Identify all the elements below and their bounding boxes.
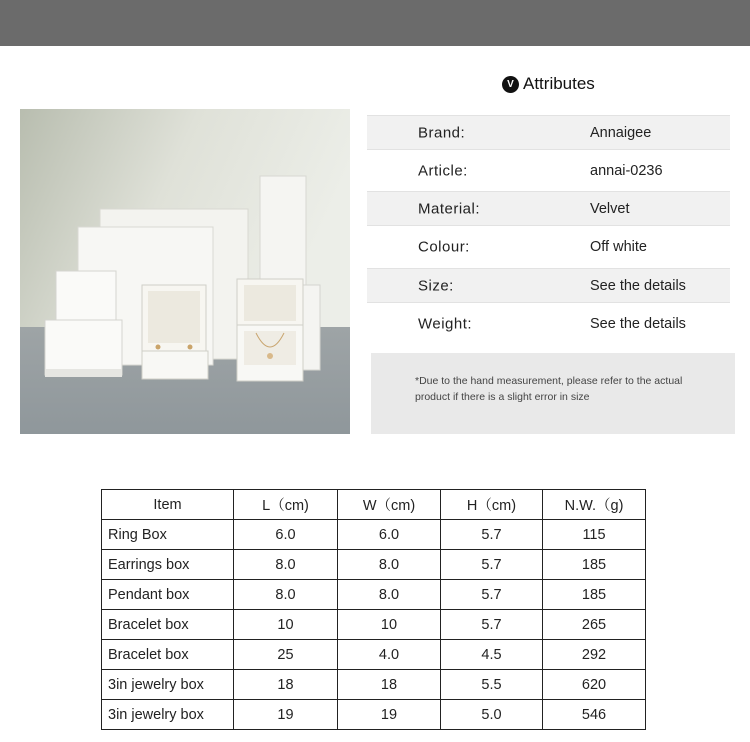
header-cell: Item	[102, 490, 234, 520]
value-cell: 4.0	[338, 640, 441, 670]
value-cell: 546	[543, 700, 646, 730]
attributes-table	[367, 115, 730, 345]
value-cell: 292	[543, 640, 646, 670]
attr-label: Colour:	[418, 238, 470, 256]
table-row	[102, 550, 646, 580]
value-cell: 265	[543, 610, 646, 640]
value-cell: 8.0	[338, 580, 441, 610]
attr-value: Off white	[590, 239, 647, 255]
attr-row-material	[367, 191, 730, 226]
value-cell: 5.0	[441, 700, 543, 730]
attr-row-article	[367, 150, 730, 191]
value-cell: 185	[543, 580, 646, 610]
value-cell: 5.5	[441, 670, 543, 700]
value-cell: 8.0	[234, 580, 338, 610]
table-row	[102, 580, 646, 610]
table-row	[102, 520, 646, 550]
value-cell: 5.7	[441, 520, 543, 550]
attr-value: See the details	[590, 316, 686, 332]
item-cell: 3in jewelry box	[102, 700, 234, 730]
value-cell: 8.0	[338, 550, 441, 580]
value-cell: 18	[338, 670, 441, 700]
value-cell: 10	[338, 610, 441, 640]
table-row	[102, 670, 646, 700]
attributes-title: Attributes	[523, 74, 595, 93]
attr-row-weight	[367, 303, 730, 345]
top-banner-bar	[0, 0, 750, 46]
attr-row-brand	[367, 115, 730, 150]
item-cell: Ring Box	[102, 520, 234, 550]
measurement-note	[371, 353, 735, 434]
value-cell: 6.0	[234, 520, 338, 550]
value-cell: 19	[338, 700, 441, 730]
value-cell: 115	[543, 520, 646, 550]
attr-label: Brand:	[418, 124, 466, 141]
attr-label: Size:	[418, 277, 454, 294]
attr-row-size	[367, 268, 730, 303]
value-cell: 8.0	[234, 550, 338, 580]
header-cell: L（cm)	[234, 490, 338, 520]
table-row	[102, 610, 646, 640]
size-table	[101, 489, 646, 730]
measurement-note-text: *Due to the hand measurement, please refer to the actual product if there is a slight error in size	[415, 375, 683, 403]
item-cell: Pendant box	[102, 580, 234, 610]
product-photo	[20, 109, 350, 434]
value-cell: 19	[234, 700, 338, 730]
value-cell: 18	[234, 670, 338, 700]
value-cell: 5.7	[441, 580, 543, 610]
attr-label: Weight:	[418, 315, 473, 333]
size-table-header	[102, 490, 646, 520]
value-cell: 5.7	[441, 610, 543, 640]
table-row	[102, 700, 646, 730]
value-cell: 620	[543, 670, 646, 700]
value-cell: 10	[234, 610, 338, 640]
header-cell: H（cm)	[441, 490, 543, 520]
header-cell: W（cm)	[338, 490, 441, 520]
attr-value: See the details	[590, 277, 686, 294]
table-row	[102, 640, 646, 670]
jewelry-boxes-image	[20, 109, 350, 434]
attr-value: Annaigee	[590, 124, 652, 141]
item-cell: Bracelet box	[102, 610, 234, 640]
v-badge-icon: V	[502, 76, 519, 93]
value-cell: 185	[543, 550, 646, 580]
attr-value: annai-0236	[590, 162, 663, 179]
attr-value: Velvet	[590, 200, 630, 217]
item-cell: Earrings box	[102, 550, 234, 580]
attributes-heading	[502, 72, 595, 96]
value-cell: 6.0	[338, 520, 441, 550]
attr-label: Material:	[418, 200, 481, 217]
attr-label: Article:	[418, 162, 468, 179]
value-cell: 25	[234, 640, 338, 670]
value-cell: 4.5	[441, 640, 543, 670]
attr-row-colour	[367, 226, 730, 268]
value-cell: 5.7	[441, 550, 543, 580]
item-cell: 3in jewelry box	[102, 670, 234, 700]
header-cell: N.W.（g)	[543, 490, 646, 520]
item-cell: Bracelet box	[102, 640, 234, 670]
